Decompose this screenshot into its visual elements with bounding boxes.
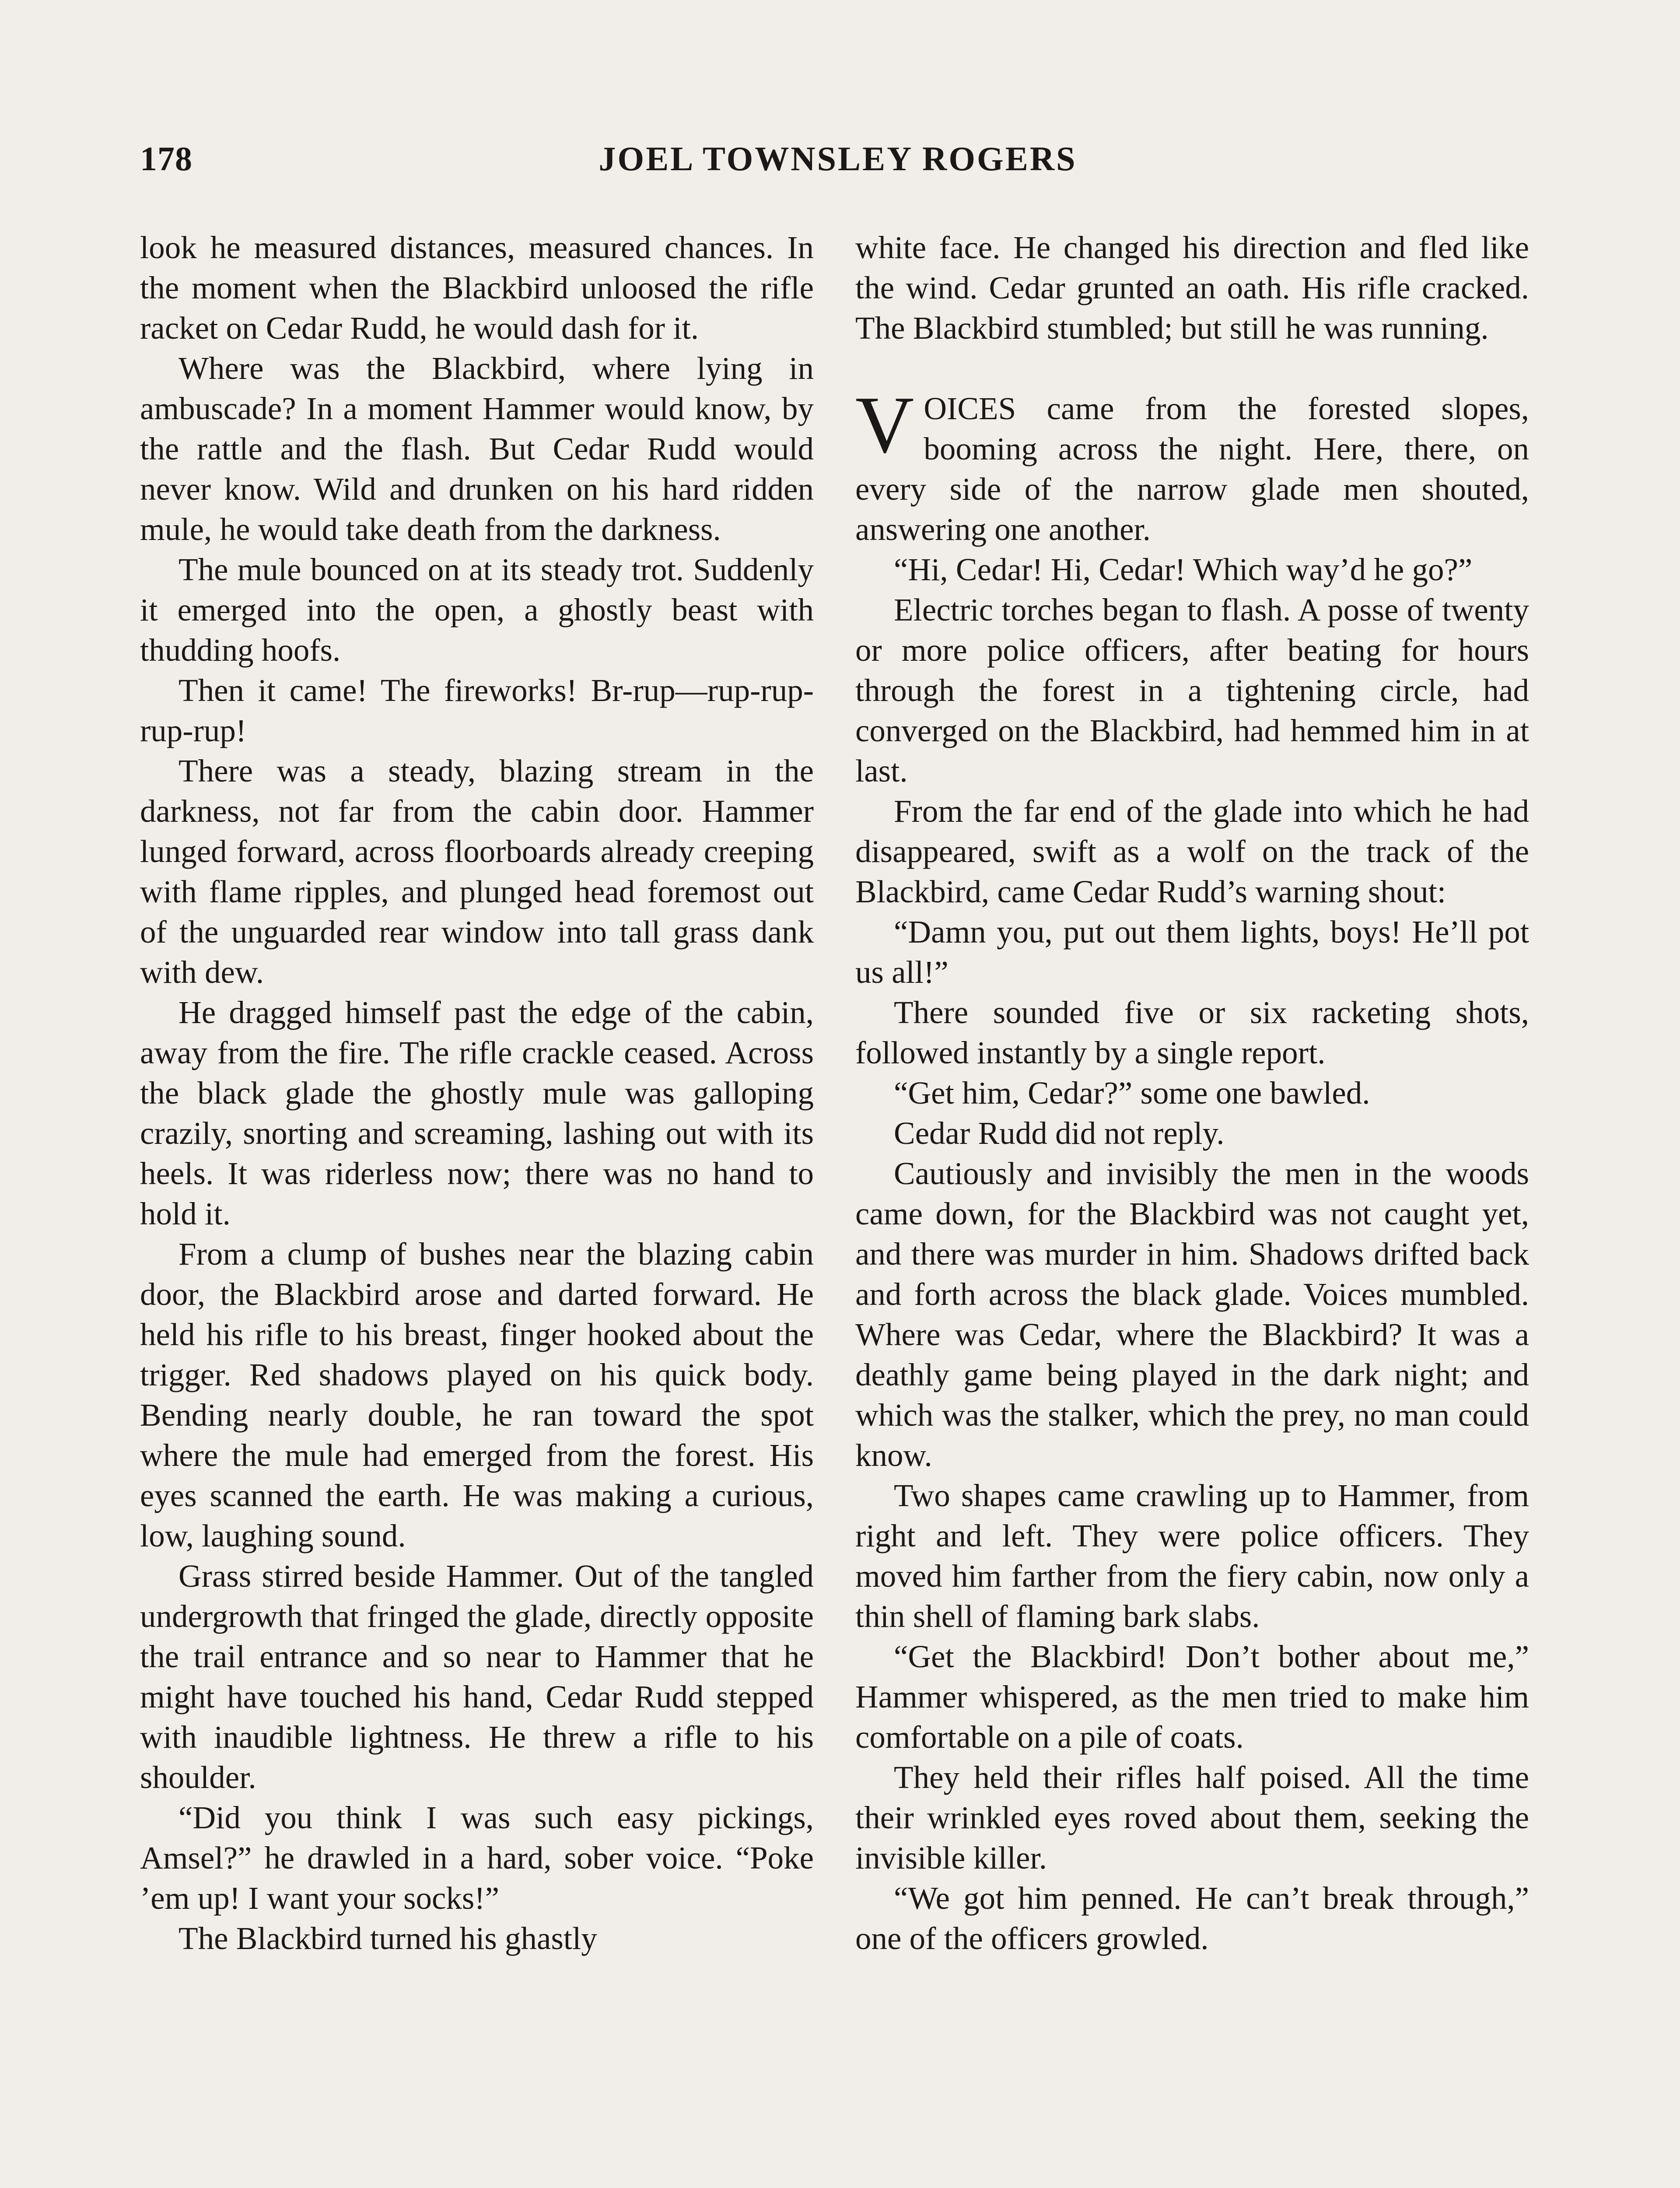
paragraph: From the far end of the glade into which he had disappeared, swift as a wolf on the track of the Blackbird, came Cedar Rudd’s warning shout: [855,793,1529,909]
paragraph: Two shapes came crawling up to Hammer, from right and left. They were police officers. They moved him farther from the fiery cabin, now only a thin shell of flaming bark slabs. [855,1478,1529,1634]
paragraph: Electric torches began to flash. A posse of twenty or more police officers, after beating for hours through the forest in a tightening circle, had converged on the Blackbird, had hemmed him in at last. [855,592,1529,789]
drop-cap: V [855,380,914,470]
paragraph: He dragged himself past the edge of the cabin, away from the fire. The rifle crackle ceased. Across the black glade the ghostly mule was galloping crazily, snorting and screaming, lashing out with its heels. It was riderless now; there was no hand to hold it. [140,995,814,1231]
page-header [140,139,1536,187]
paragraph: “Damn you, put out them lights, boys! He’ll pot us all!” [855,914,1529,990]
paragraph: “We got him penned. He can’t break through,” one of the officers growled. [855,1880,1529,1956]
paragraph: They held their rifles half poised. All the time their wrinkled eyes roved about them, seeking the invisible killer. [855,1760,1529,1876]
paragraph: From a clump of bushes near the blazing cabin door, the Blackbird arose and darted forward. He held his rifle to his breast, finger hooked about the trigger. Red shadows played on his quick body. Bending nearly double, he ran toward the spot where the mule had emerged from the forest. His eyes scanned the earth. He was making a curious, low, laughing sound. [140,1236,814,1553]
paragraph: “Hi, Cedar! Hi, Cedar! Which way’d he go?” [894,552,1473,587]
paragraph: Cedar Rudd did not reply. [894,1115,1225,1151]
paragraph: There was a steady, blazing stream in the darkness, not far from the cabin door. Hammer lunged forward, across floorboards already creeping with flame ripples, and plunged head foremost out of the unguarded rear window into tall grass dank with dew. [140,753,814,990]
paragraph: Grass stirred beside Hammer. Out of the tangled undergrowth that fringed the glade, directly opposite the trail entrance and so near to Hammer that he might have touched his hand, Cedar Rudd stepped with inaudible lightness. He threw a rifle to his shoulder. [140,1558,814,1795]
paragraph: Cautiously and invisibly the men in the woods came down, for the Blackbird was not caught yet, and there was murder in him. Shadows drifted back and forth across the black glade. Voices mumbled. Where was Cedar, where the Blackbird? It was a deathly game being played in the dark night; and which was the stalker, which the prey, no man could know. [855,1156,1529,1473]
paragraph: “Get him, Cedar?” some one bawled. [894,1075,1370,1111]
paragraph: The mule bounced on at its steady trot. Suddenly it emerged into the open, a ghostly beast with thudding hoofs. [140,552,814,668]
paragraph: The Blackbird turned his ghastly [178,1921,597,1956]
section-opening-paragraph [855,380,1529,550]
page-number: 178 [140,140,192,178]
paragraph: Where was the Blackbird, where lying in ambuscade? In a moment Hammer would know, by the rattle and the flash. But Cedar Rudd would never know. Wild and drunken on his hard ridden mule, he would take death from the darkness. [140,351,814,547]
paragraph: There sounded five or six racketing shots, followed instantly by a single report. [855,995,1529,1070]
right-column [855,228,1529,1959]
paragraph: “Did you think I was such easy pickings, Amsel?” he drawled in a hard, sober voice. “Poke ’em up! I want your socks!” [140,1800,814,1916]
paragraph: Then it came! The fireworks! Br-rup—rup-rup-rup-rup! [140,673,814,748]
paragraph: look he measured distances, measured chances. In the moment when the Blackbird unloosed the rifle racket on Cedar Rudd, he would dash for it. [140,230,814,346]
paragraph: white face. He changed his direction and fled like the wind. Cedar grunted an oath. His rifle cracked. The Blackbird stumbled; but still he was running. [855,230,1529,346]
left-column [140,228,814,1959]
running-head: JOEL TOWNSLEY ROGERS [598,140,1077,178]
paragraph: “Get the Blackbird! Don’t bother about me,” Hammer whispered, as the men tried to make him comfortable on a pile of coats. [855,1639,1529,1755]
section-opening-text: OICES came from the forested slopes, booming across the night. Here, there, on every side of the narrow glade men shouted, answering one another. [855,391,1529,547]
